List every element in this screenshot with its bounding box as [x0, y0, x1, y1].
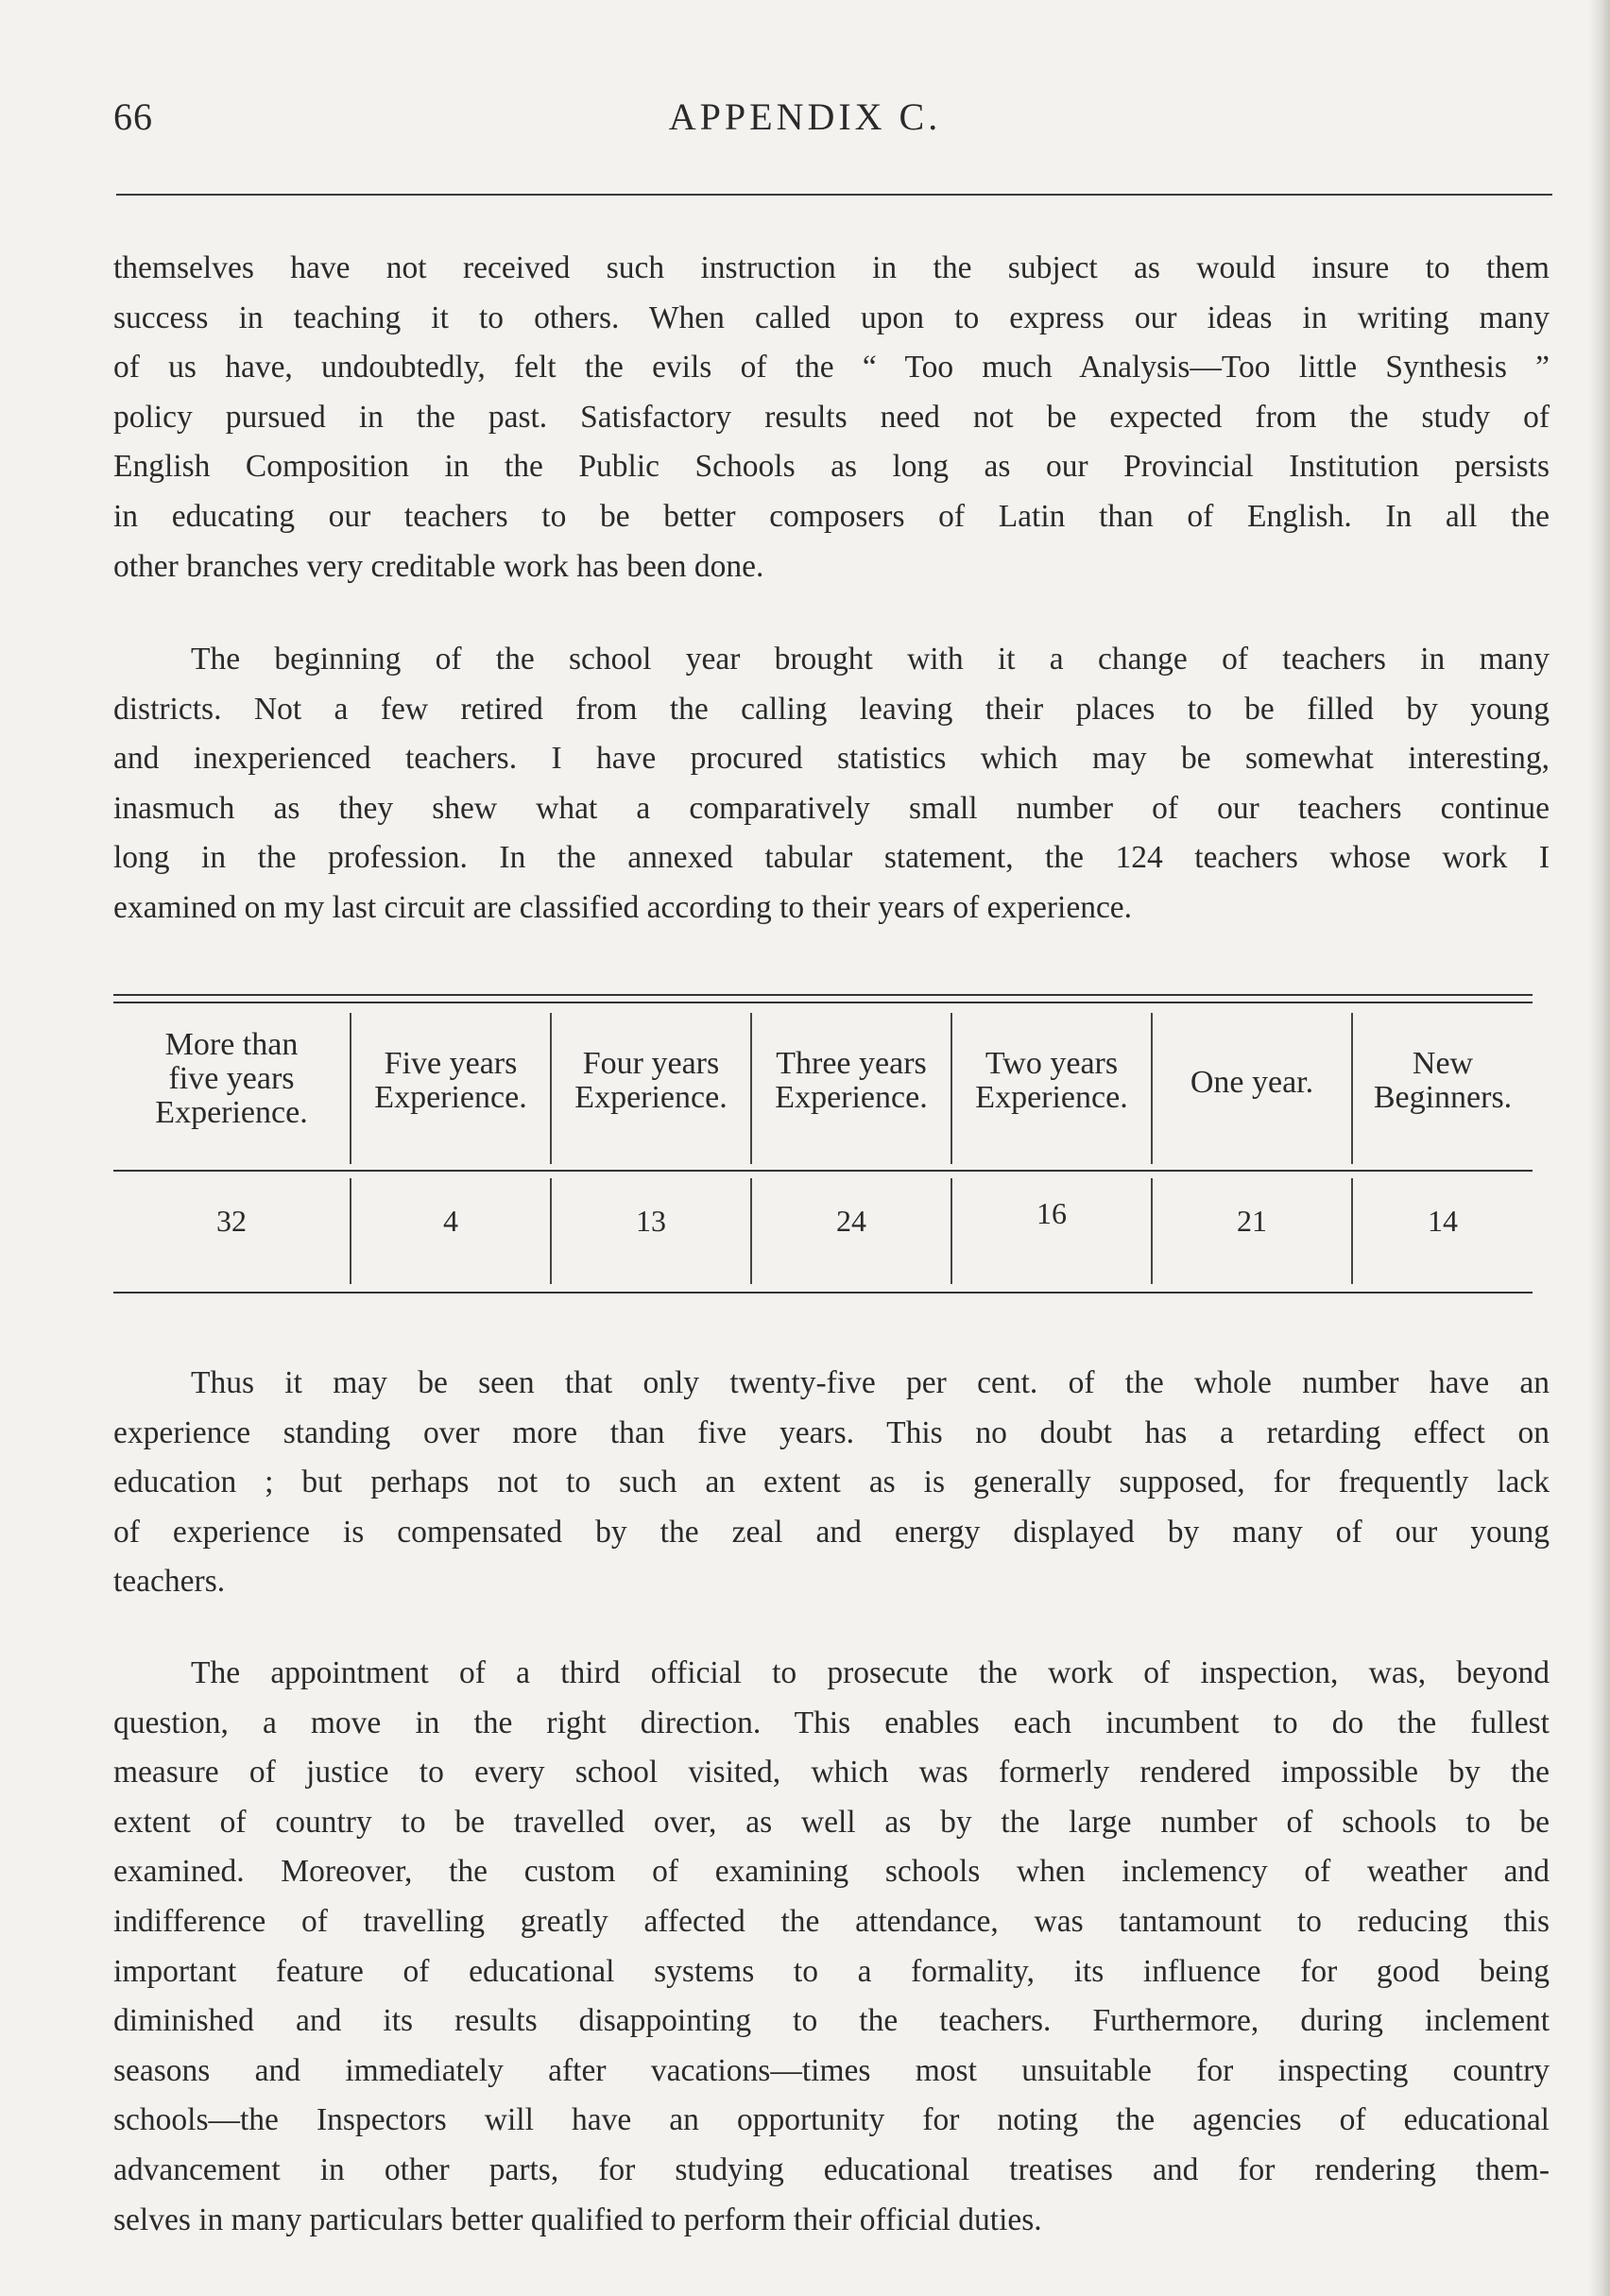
table-top-rule-2 — [113, 1002, 1533, 1003]
text-line: measure of justice to every school visited, which was formerly rendered impossible by the — [113, 1755, 1550, 1791]
column-header-five-years — [351, 1047, 550, 1115]
text-line: schools—the Inspectors will have an opportunity for noting the agencies of educational — [113, 2102, 1550, 2138]
text-line: of experience is compensated by the zeal and energy displayed by many of our young — [113, 1514, 1550, 1550]
header-line: Experience. — [155, 1095, 308, 1130]
page-title: APPENDIX C. — [668, 95, 942, 138]
column-divider — [951, 1178, 952, 1284]
text-line: districts. Not a few retired from the calling leaving their places to be filled by young — [113, 691, 1550, 727]
header-line: Five years — [384, 1046, 518, 1081]
text-line: success in teaching it to others. When called upon to express our ideas in writing many — [113, 300, 1550, 335]
text-line: seasons and immediately after vacations—times most unsuitable for inspecting country — [113, 2052, 1550, 2088]
paragraph-3 — [113, 1359, 1550, 1607]
text-line: education ; but perhaps not to such an extent as is generally supposed, for frequently lack — [113, 1465, 1550, 1500]
paragraph-4 — [113, 1649, 1550, 2245]
column-header-one-year — [1153, 1066, 1351, 1100]
text-line: selves in many particulars better qualified to perform their official duties. — [113, 2202, 1042, 2237]
table-cell-value: 21 — [1237, 1204, 1267, 1238]
table-top-rule — [113, 994, 1533, 996]
table-cell-value: 4 — [443, 1204, 458, 1238]
running-head — [0, 94, 1610, 151]
header-line: Experience. — [374, 1080, 527, 1115]
page-edge-shadow — [1589, 0, 1610, 2296]
text-line: The beginning of the school year brought with it a change of teachers in many — [191, 642, 1550, 677]
table-cell-value: 24 — [836, 1204, 866, 1238]
text-line: in educating our teachers to be better composers of Latin than of English. In all the — [113, 498, 1550, 534]
column-header-more-than-five — [113, 1028, 350, 1130]
header-line: Experience. — [574, 1080, 728, 1115]
header-line: One year. — [1190, 1065, 1314, 1100]
text-line: The appointment of a third official to prosecute the work of inspection, was, beyond — [191, 1655, 1550, 1690]
column-header-new-beginners — [1353, 1047, 1533, 1115]
header-rule — [116, 194, 1552, 196]
text-line: of us have, undoubtedly, felt the evils of the “ Too much Analysis—Too little Synthesis ” — [113, 350, 1550, 386]
paragraph-2 — [113, 635, 1550, 934]
text-line: themselves have not received such instruction in the subject as would insure to them — [113, 250, 1550, 285]
header-line: Experience. — [775, 1080, 928, 1115]
header-line: Two years — [985, 1046, 1119, 1081]
column-header-two-years — [952, 1047, 1151, 1115]
text-line: Thus it may be seen that only twenty-five per cent. of the whole number have an — [191, 1365, 1550, 1400]
text-line: important feature of educational systems to a formality, its influence for good being — [113, 1953, 1550, 1989]
table-cell-value: 13 — [636, 1204, 666, 1238]
text-line: advancement in other parts, for studying educational treatises and for rendering them- — [113, 2151, 1550, 2187]
page-number: 66 — [113, 95, 153, 138]
text-line: inasmuch as they shew what a comparatively small number of our teachers continue — [113, 790, 1550, 826]
text-line: teachers. — [113, 1564, 226, 1600]
table-mid-rule — [113, 1170, 1533, 1172]
text-line: English Composition in the Public Schools as long as our Provincial Institution persists — [113, 449, 1550, 485]
column-header-four-years — [552, 1047, 750, 1115]
text-line: indifference of travelling greatly affected the attendance, was tantamount to reducing this — [113, 1903, 1550, 1939]
text-line: diminished and its results disappointing to the teachers. Furthermore, during inclement — [113, 2003, 1550, 2039]
text-line: other branches very creditable work has been done. — [113, 548, 764, 584]
text-line: policy pursued in the past. Satisfactory results need not be expected from the study of — [113, 399, 1550, 435]
header-line: New — [1412, 1046, 1474, 1081]
table-cell-value: 16 — [1036, 1196, 1067, 1230]
header-line: Experience. — [975, 1080, 1128, 1115]
table-cell-value: 14 — [1428, 1204, 1458, 1238]
text-line: examined. Moreover, the custom of examining schools when inclemency of weather and — [113, 1854, 1550, 1890]
header-line: Four years — [582, 1046, 720, 1081]
text-line: long in the profession. In the annexed tabular statement, the 124 teachers whose work I — [113, 840, 1550, 876]
table-bottom-rule — [113, 1292, 1533, 1294]
text-line: extent of country to be travelled over, as well as by the large number of schools to be — [113, 1804, 1550, 1840]
header-line: five years — [168, 1061, 295, 1096]
table-cell-value: 32 — [216, 1204, 247, 1238]
text-line: examined on my last circuit are classified according to their years of experience. — [113, 889, 1133, 925]
experience-table — [113, 994, 1533, 1306]
paragraph-1 — [113, 244, 1550, 591]
text-line: and inexperienced teachers. I have procured statistics which may be somewhat interesting, — [113, 741, 1550, 777]
column-header-three-years — [752, 1047, 951, 1115]
header-line: More than — [164, 1027, 299, 1062]
text-line: experience standing over more than five years. This no doubt has a retarding effect on — [113, 1414, 1550, 1450]
header-line: Three years — [776, 1046, 927, 1081]
header-line: Beginners. — [1373, 1080, 1513, 1115]
text-line: question, a move in the right direction. This enables each incumbent to do the fullest — [113, 1705, 1550, 1740]
